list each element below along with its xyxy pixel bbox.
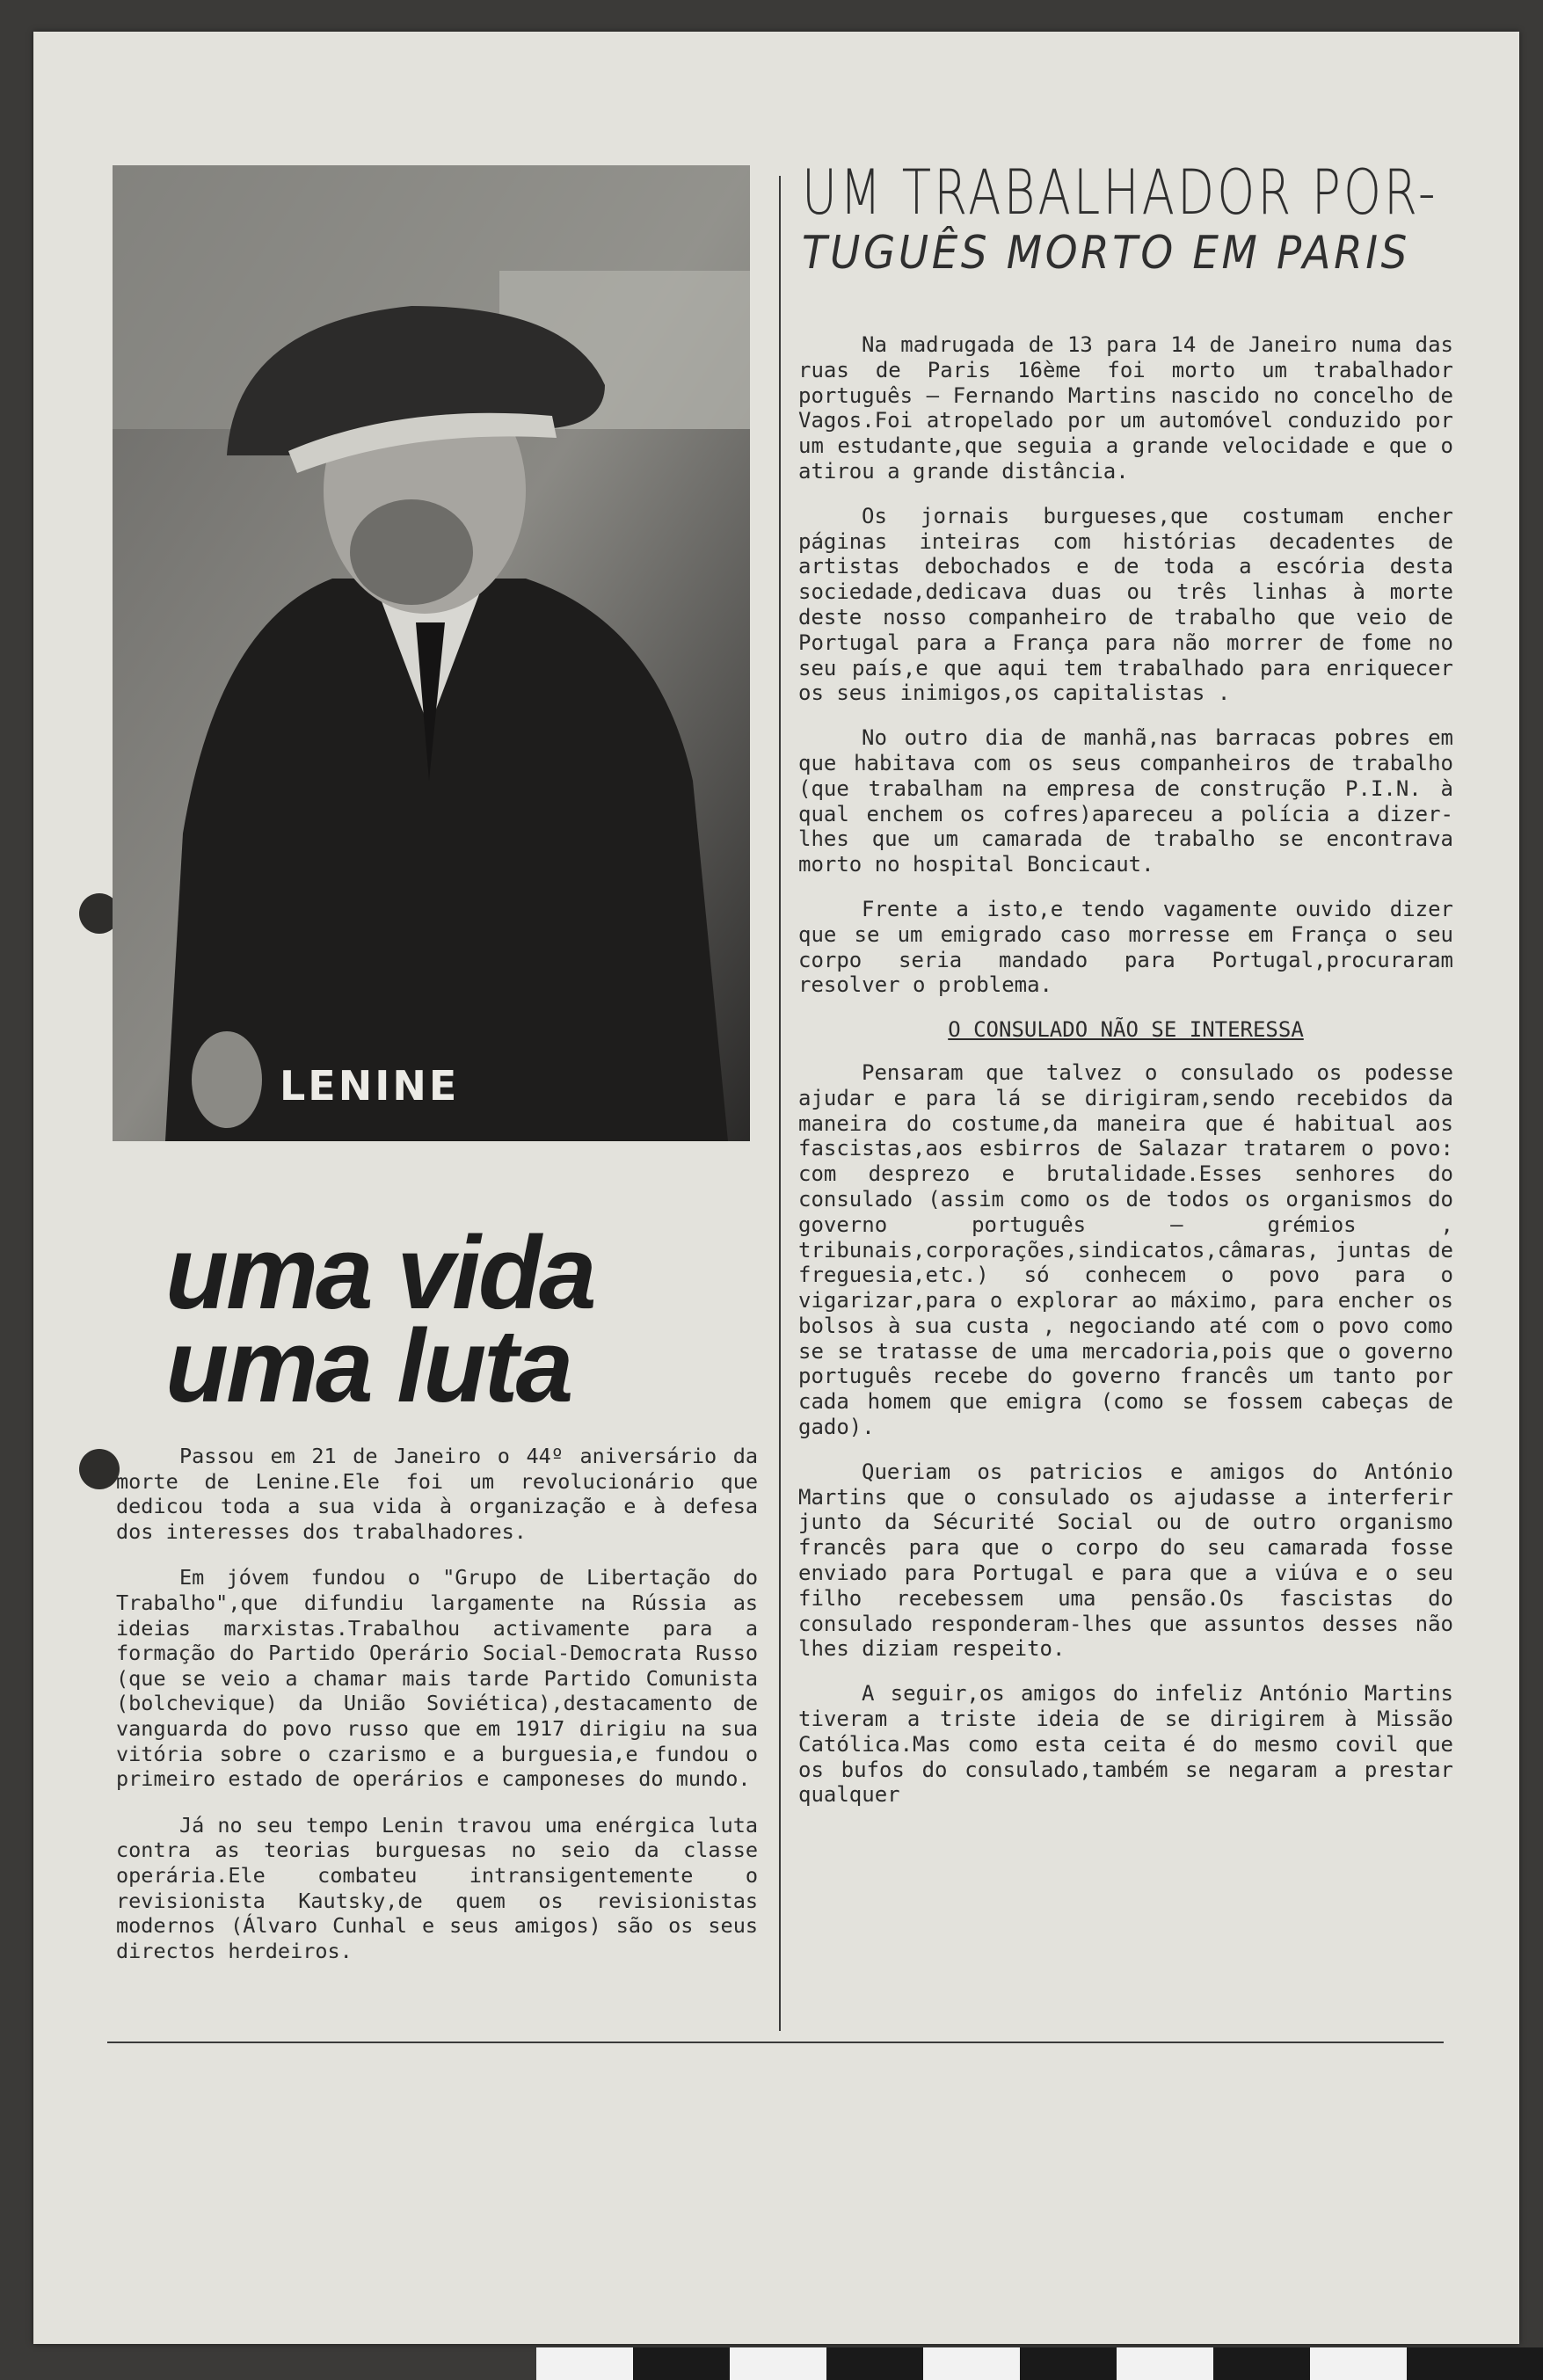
left-article-body: [116, 1444, 758, 1984]
punch-hole-bottom: [79, 1449, 120, 1489]
right-paragraph: Os jornais burgueses,que costumam encher páginas inteiras com histórias decadentes de artistas debochados e de toda a escória desta sociedade,dedicava duas ou três linhas à morte deste nosso companheiro de trabalho que veio de Portugal para a França para não morrer de fome no seu país,e que aqui tem trabalhado para enriquecer os seus inimigos,os capitalistas .: [798, 503, 1453, 706]
left-paragraph: Já no seu tempo Lenin travou uma enérgica luta contra as teorias burguesas no seio da classe operária.Ele combateu intransigentemente o revisionista Kautsky,de quem os revisionistas modernos (Álvaro Cunhal e seus amigos) são os seus directos herdeiros.: [116, 1812, 758, 1963]
title-line-1: uma vida: [165, 1215, 594, 1331]
lenin-photo: [113, 165, 750, 1141]
left-article-title: [165, 1215, 746, 1424]
headline-line-2: TUGUÊS MORTO EM PARIS: [802, 227, 1410, 280]
scale-ruler: [536, 2347, 1543, 2380]
title-line-2: uma luta: [165, 1308, 571, 1424]
ruler-segment: [730, 2347, 826, 2380]
right-paragraph: No outro dia de manhã,nas barracas pobres em que habitava com os seus companheiros de trabalho (que trabalham na empresa de construção P.I.N. à qual enchem os cofres)apareceu a polícia a dizer-lhes que um camarada de trabalho se encontrava morto no hospital Boncicaut.: [798, 725, 1453, 877]
right-article-headline: [802, 158, 1470, 280]
right-paragraph: A seguir,os amigos do infeliz António Martins tiveram a triste ideia de se dirigirem à Missão Católica.Mas como esta ceita é do mesmo covil que os bufos do consulado,também se negaram a prestar qualquer: [798, 1681, 1453, 1808]
ruler-segment: [536, 2347, 633, 2380]
section-subhead: O CONSULADO NÃO SE INTERESSA: [948, 1017, 1304, 1043]
portrait-illustration: [113, 165, 750, 1141]
photo-caption: LENINE: [280, 1062, 460, 1110]
right-paragraph: Queriam os patricios e amigos do António Martins que o consulado os ajudasse a interferir junto da Sécurité Social ou de outro organismo francês para que o corpo do seu camarada fosse enviado para Portugal e para que a viúva e o seu filho recebessem uma pensão.Os fascistas do consulado responderam-lhes que assuntos desses não lhes diziam respeito.: [798, 1459, 1453, 1662]
left-paragraph: Passou em 21 de Janeiro o 44º aniversário da morte de Lenine.Ele foi um revolucionário que dedicou toda a sua vida à organização e à defesa dos interesses dos trabalhadores.: [116, 1444, 758, 1544]
headline-line-1: UM TRABALHADOR POR-: [802, 156, 1438, 229]
right-paragraph: Frente a isto,e tendo vagamente ouvido dizer que se um emigrado caso morresse em França o seu corpo seria mandado para Portugal,procuraram resolver o problema.: [798, 896, 1453, 998]
ruler-segment: [923, 2347, 1020, 2380]
column-divider: [779, 176, 781, 2031]
right-article-body: [798, 332, 1453, 1827]
bottom-rule: [107, 2042, 1444, 2043]
right-paragraph: Pensaram que talvez o consulado os podesse ajudar e para lá se dirigiram,sendo recebidos da maneira do costume,da maneira que é habitual aos fascistas,aos esbirros de Salazar tratarem o povo: com desprezo e brutalidade.Esses senhores do consulado (assim como os de todos os organismos do governo português — grémios , tribunais,corporações,sindicatos,câmaras, juntas de freguesia,etc.) só conhecem o povo para o vigarizar,para o explorar ao máximo, para encher os bolsos à sua custa , negociando até com o povo como se se tratasse de uma mercadoria,pois que o governo português recebe do governo francês um tanto por cada homem que emigra (como se fossem cabeças de gado).: [798, 1059, 1453, 1440]
ruler-segment: [1310, 2347, 1407, 2380]
left-paragraph: Em jóvem fundou o "Grupo de Libertação do Trabalho",que difundiu largamente na Rússia as ideias marxistas.Trabalhou activamente para a formação do Partido Operário Social-Democrata Russo (que se veio a chamar mais tarde Partido Comunista (bolchevique) da União Soviética),destacamento de vanguarda do povo russo que em 1917 dirigiu na sua vitória sobre o czarismo e a burguesia,e fundou o primeiro estado de operários e camponeses do mundo.: [116, 1565, 758, 1792]
ruler-segment: [1117, 2347, 1213, 2380]
right-paragraph: Na madrugada de 13 para 14 de Janeiro numa das ruas de Paris 16ème foi morto um trabalhador português — Fernando Martins nascido no concelho de Vagos.Foi atropelado por um automóvel conduzido por um estudante,que seguia a grande velocidade e que o atirou a grande distância.: [798, 332, 1453, 484]
